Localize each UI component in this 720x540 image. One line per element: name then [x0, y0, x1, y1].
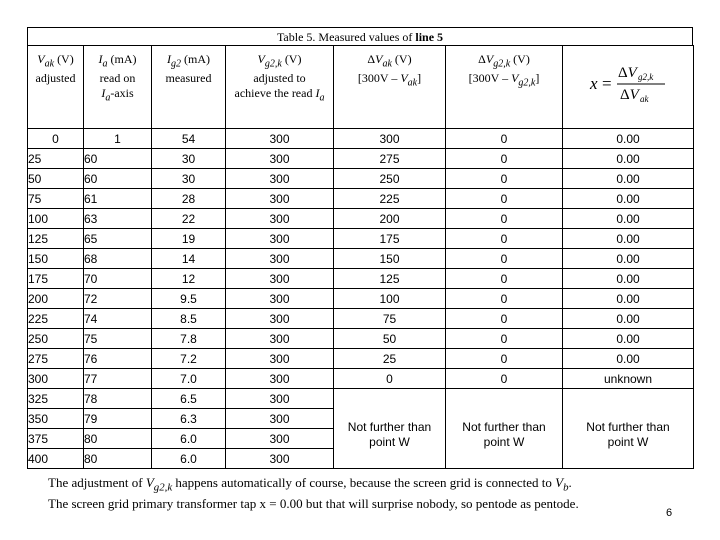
merged-note-x: Not further than point W: [563, 389, 694, 469]
cell-x: 0.00: [563, 189, 694, 209]
cell-vak: 400: [28, 449, 84, 469]
note-1-c: .: [568, 475, 572, 490]
table-row: [28, 309, 694, 329]
header-row: [28, 46, 694, 129]
cell-vak: 150: [28, 249, 84, 269]
cell-vak: 0: [28, 129, 84, 149]
cell-ig2: 6.0: [152, 429, 226, 449]
cell-delta-vg2: 0: [446, 369, 563, 389]
cell-vak: 25: [28, 149, 84, 169]
cell-delta-vak: 75: [334, 309, 446, 329]
table-row: [28, 129, 694, 149]
note-1-symbol: $V_{g2,k}$: [145, 475, 173, 494]
cell-delta-vg2: 0: [446, 189, 563, 209]
caption-text: Table 5. Measured values of: [276, 30, 416, 44]
cell-ig2: 30: [152, 149, 226, 169]
cell-ia: 61: [84, 189, 152, 209]
cell-delta-vg2: 0: [446, 289, 563, 309]
cell-ia: 1: [84, 129, 152, 149]
cell-ia: 78: [84, 389, 152, 409]
cell-delta-vg2: 0: [446, 349, 563, 369]
cell-vg2: 300: [226, 209, 334, 229]
cell-vg2: 300: [226, 249, 334, 269]
cell-ia: 74: [84, 309, 152, 329]
cell-delta-vg2: 0: [446, 249, 563, 269]
header-x-formula: [563, 46, 694, 129]
cell-vak: 125: [28, 229, 84, 249]
cell-vak: 300: [28, 369, 84, 389]
cell-ig2: 7.0: [152, 369, 226, 389]
merged-note-delta-vak: Not further than point W: [334, 389, 446, 469]
note-line-2: The screen grid primary transformer tap x = 0.00 but that will surprise nobody, so pentode as pentode.: [48, 495, 579, 511]
cell-x: 0.00: [563, 229, 694, 249]
cell-x: 0.00: [563, 309, 694, 329]
cell-vg2: 300: [226, 309, 334, 329]
cell-delta-vak: 175: [334, 229, 446, 249]
cell-x: 0.00: [563, 149, 694, 169]
svg-text:ΔV: ΔV: [618, 65, 637, 81]
cell-delta-vak: 150: [334, 249, 446, 269]
cell-vg2: 300: [226, 449, 334, 469]
cell-x: unknown: [563, 369, 694, 389]
cell-vak: 375: [28, 429, 84, 449]
cell-vg2: 300: [226, 129, 334, 149]
table-row: [28, 349, 694, 369]
table-row: [28, 329, 694, 349]
cell-delta-vg2: 0: [446, 269, 563, 289]
cell-delta-vg2: 0: [446, 149, 563, 169]
cell-x: 0.00: [563, 209, 694, 229]
notes: [48, 475, 579, 512]
cell-ia: 72: [84, 289, 152, 309]
cell-vg2: 300: [226, 409, 334, 429]
table-caption: [27, 27, 693, 46]
header-delta-vak: $\Delta V_{ak}$ (V) $[300V - V_{ak}]$: [334, 46, 446, 129]
cell-vak: 250: [28, 329, 84, 349]
cell-delta-vg2: 0: [446, 309, 563, 329]
cell-delta-vak: 275: [334, 149, 446, 169]
cell-delta-vak: 300: [334, 129, 446, 149]
cell-delta-vg2: 0: [446, 229, 563, 249]
header-delta-vg2: $\Delta V_{g2,k}$ (V) $[300V - V_{g2,k}]$: [446, 46, 563, 129]
table-row: [28, 389, 694, 409]
cell-vg2: 300: [226, 269, 334, 289]
cell-delta-vak: 100: [334, 289, 446, 309]
cell-x: 0.00: [563, 289, 694, 309]
cell-delta-vg2: 0: [446, 329, 563, 349]
cell-delta-vak: 125: [334, 269, 446, 289]
table-row: [28, 369, 694, 389]
cell-vak: 100: [28, 209, 84, 229]
svg-text:=: =: [602, 74, 612, 93]
cell-vg2: 300: [226, 229, 334, 249]
cell-ig2: 7.2: [152, 349, 226, 369]
cell-ig2: 9.5: [152, 289, 226, 309]
cell-vak: 350: [28, 409, 84, 429]
cell-delta-vak: 225: [334, 189, 446, 209]
table-row: [28, 249, 694, 269]
cell-vg2: 300: [226, 369, 334, 389]
cell-delta-vak: 0: [334, 369, 446, 389]
header-ig2: $I_{g2}$ (mA) measured: [152, 46, 226, 129]
cell-ia: 77: [84, 369, 152, 389]
cell-ig2: 6.3: [152, 409, 226, 429]
cell-ia: 63: [84, 209, 152, 229]
cell-vak: 50: [28, 169, 84, 189]
cell-vak: 275: [28, 349, 84, 369]
cell-ia: 76: [84, 349, 152, 369]
svg-text:ak: ak: [640, 94, 649, 104]
cell-ig2: 8.5: [152, 309, 226, 329]
cell-x: 0.00: [563, 129, 694, 149]
table-frame: [27, 27, 693, 466]
cell-ig2: 54: [152, 129, 226, 149]
note-1-a: The adjustment of: [48, 475, 146, 490]
page-number: 6: [666, 507, 673, 519]
cell-ig2: 22: [152, 209, 226, 229]
cell-x: 0.00: [563, 249, 694, 269]
cell-delta-vg2: 0: [446, 129, 563, 149]
cell-delta-vak: 250: [334, 169, 446, 189]
caption-line-label: line 5: [415, 30, 444, 44]
cell-delta-vg2: 0: [446, 209, 563, 229]
note-1-symbol-2: $V_b$: [555, 475, 569, 494]
measurement-table: [27, 45, 694, 469]
cell-ig2: 19: [152, 229, 226, 249]
cell-ia: 60: [84, 149, 152, 169]
header-vg2: $V_{g2,k}$ (V) adjusted to achieve the read $I_a$: [226, 46, 334, 129]
cell-ig2: 6.0: [152, 449, 226, 469]
header-ia: $I_a$ (mA) read on $I_a$-axis: [84, 46, 152, 129]
note-1-b: happens automatically of course, because the screen grid is connected to: [172, 475, 556, 490]
cell-vg2: 300: [226, 329, 334, 349]
cell-x: 0.00: [563, 169, 694, 189]
table-row: [28, 209, 694, 229]
svg-text:x: x: [590, 74, 598, 93]
note-line-1: [48, 475, 579, 496]
header-vak: $V_{ak}$ (V) adjusted: [28, 46, 84, 129]
table-row: [28, 289, 694, 309]
svg-text:g2,k: g2,k: [638, 72, 654, 82]
cell-vak: 225: [28, 309, 84, 329]
cell-ia: 65: [84, 229, 152, 249]
cell-ig2: 28: [152, 189, 226, 209]
cell-delta-vak: 200: [334, 209, 446, 229]
table-row: [28, 189, 694, 209]
cell-vg2: 300: [226, 189, 334, 209]
cell-delta-vak: 50: [334, 329, 446, 349]
cell-ia: 68: [84, 249, 152, 269]
cell-x: 0.00: [563, 329, 694, 349]
cell-vg2: 300: [226, 389, 334, 409]
cell-vg2: 300: [226, 149, 334, 169]
cell-x: 0.00: [563, 269, 694, 289]
cell-vg2: 300: [226, 169, 334, 189]
cell-ia: 80: [84, 429, 152, 449]
cell-ia: 70: [84, 269, 152, 289]
cell-vg2: 300: [226, 349, 334, 369]
cell-ia: 60: [84, 169, 152, 189]
cell-delta-vak: 25: [334, 349, 446, 369]
cell-ig2: 7.8: [152, 329, 226, 349]
cell-ig2: 6.5: [152, 389, 226, 409]
x-formula-svg: [588, 60, 668, 106]
svg-text:ΔV: ΔV: [620, 87, 639, 103]
table-row: [28, 169, 694, 189]
cell-ig2: 12: [152, 269, 226, 289]
x-formula: [588, 60, 668, 110]
cell-ia: 80: [84, 449, 152, 469]
cell-vg2: 300: [226, 289, 334, 309]
cell-vak: 75: [28, 189, 84, 209]
table-row: [28, 229, 694, 249]
cell-vak: 200: [28, 289, 84, 309]
cell-vak: 325: [28, 389, 84, 409]
table-row: [28, 269, 694, 289]
cell-ia: 75: [84, 329, 152, 349]
cell-ig2: 30: [152, 169, 226, 189]
cell-x: 0.00: [563, 349, 694, 369]
cell-ig2: 14: [152, 249, 226, 269]
cell-vg2: 300: [226, 429, 334, 449]
merged-note-delta-vg2: Not further than point W: [446, 389, 563, 469]
table-row: [28, 149, 694, 169]
cell-delta-vg2: 0: [446, 169, 563, 189]
cell-vak: 175: [28, 269, 84, 289]
cell-ia: 79: [84, 409, 152, 429]
